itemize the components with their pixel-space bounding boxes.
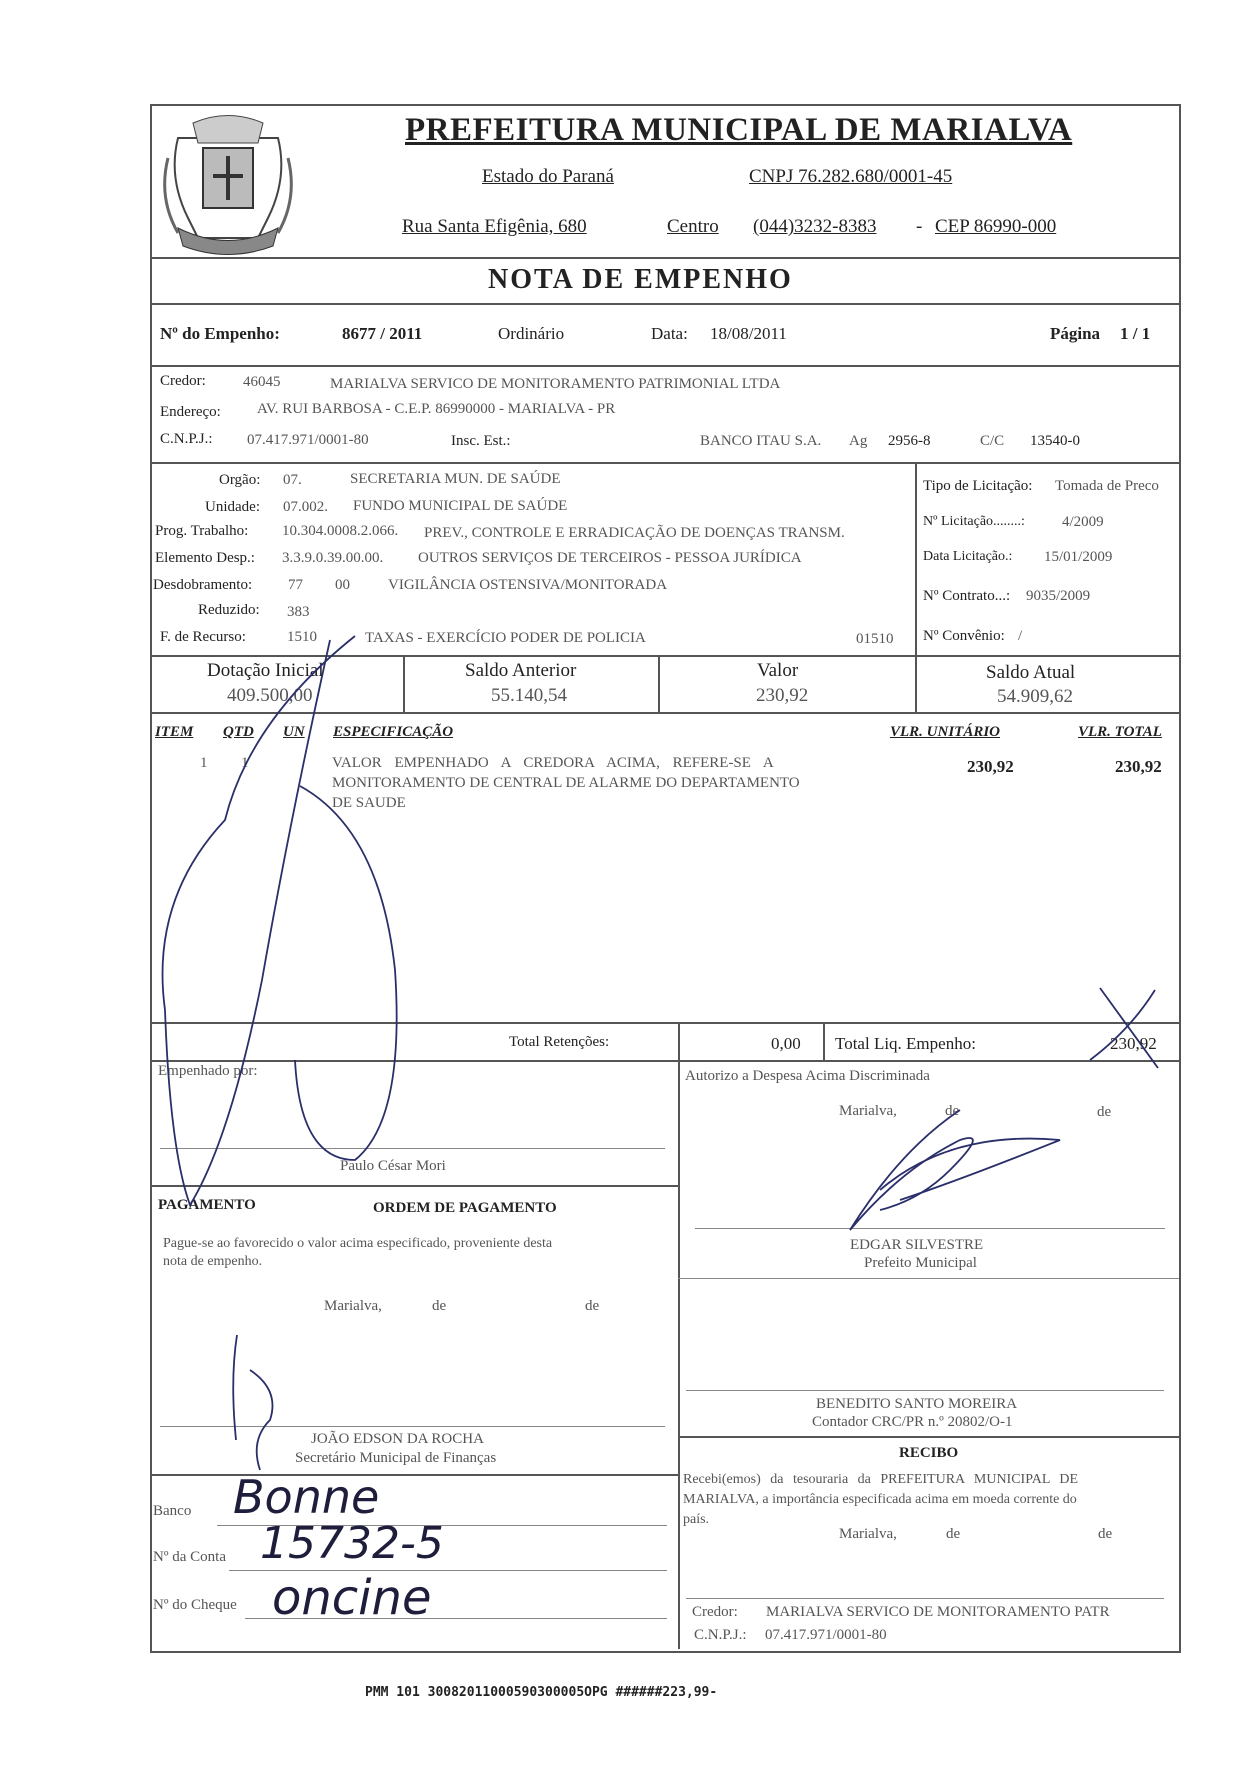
coat-of-arms-logo <box>158 108 298 258</box>
pagamento-text-2: nota de empenho. <box>163 1254 263 1269</box>
fonte: TAXAS - EXERCÍCIO PODER DE POLICIA <box>365 630 646 646</box>
account-label: C/C <box>980 433 1005 449</box>
item-spec-line1: VALOR EMPENHADO A CREDORA ACIMA, REFERE-SE A <box>332 755 774 771</box>
desdobramento-a: 77 <box>288 577 303 593</box>
reduzido-label: Reduzido: <box>198 602 260 618</box>
orgao-label: Orgão: <box>219 472 261 488</box>
recibo-credor: MARIALVA SERVICO DE MONITORAMENTO PATR <box>766 1604 1110 1620</box>
conta-handwritten: 15732-5 <box>260 1518 444 1569</box>
state-name: Estado do Paraná <box>482 166 614 187</box>
divider <box>150 712 1179 714</box>
footer-code: PMM 101 30082011000590300005OPG ######223,99- <box>365 1685 718 1700</box>
saldo-anterior-label: Saldo Anterior <box>465 660 577 681</box>
signature-line <box>160 1426 665 1427</box>
divider <box>150 365 1179 367</box>
empenho-type: Ordinário <box>498 324 565 343</box>
agency: 2956-8 <box>888 433 931 449</box>
prefeito-role: Prefeito Municipal <box>864 1255 977 1271</box>
empenho-number-label: Nº do Empenho: <box>160 324 280 343</box>
divider <box>150 655 1179 657</box>
cheque-label: Nº do Cheque <box>153 1597 237 1613</box>
pagamento-label: PAGAMENTO <box>158 1197 256 1213</box>
licitacao-number-label: Nº Licitação........: <box>923 514 1025 529</box>
convenio: / <box>1018 628 1023 644</box>
col-item: ITEM <box>155 724 194 740</box>
divider <box>150 1185 678 1187</box>
page-label: Página <box>1050 324 1101 343</box>
pagamento-city: Marialva, <box>324 1298 382 1314</box>
endereco: AV. RUI BARBOSA - C.E.P. 86990000 - MARIALVA - PR <box>257 401 616 417</box>
tipo-licitacao-label: Tipo de Licitação: <box>923 478 1033 494</box>
empenhado-por-name: Paulo César Mori <box>340 1158 446 1174</box>
phone: (044)3232-8383 <box>753 216 877 237</box>
contador-name: BENEDITO SANTO MOREIRA <box>816 1396 1018 1412</box>
contrato: 9035/2009 <box>1026 588 1091 604</box>
date-label: Data: <box>651 324 688 343</box>
divider <box>150 1022 1179 1024</box>
district: Centro <box>667 216 719 237</box>
unidade-code: 07.002. <box>283 499 328 515</box>
divider-vertical <box>678 1060 680 1649</box>
divider-vertical <box>678 1022 680 1060</box>
elemento: OUTROS SERVIÇOS DE TERCEIROS - PESSOA JURÍDICA <box>418 550 802 566</box>
endereco-label: Endereço: <box>160 404 221 420</box>
agency-label: Ag <box>849 433 868 449</box>
total-retencoes: 0,00 <box>771 1034 801 1053</box>
divider-vertical <box>915 655 917 712</box>
recibo-text-2: MARIALVA, a importância especificada acima em moeda corrente do <box>683 1492 1077 1507</box>
licitacao-date-label: Data Licitação.: <box>923 549 1013 564</box>
col-especificacao: ESPECIFICAÇÃO <box>333 724 454 740</box>
elemento-code: 3.3.9.0.39.00.00. <box>282 550 384 566</box>
address: Rua Santa Efigênia, 680 <box>402 216 587 237</box>
secretario-name: JOÃO EDSON DA ROCHA <box>311 1431 484 1447</box>
cnpj-header: CNPJ 76.282.680/0001-45 <box>749 166 953 187</box>
empenhado-por-label: Empenhado por: <box>158 1063 258 1079</box>
cnpj-label: C.N.P.J.: <box>160 431 213 447</box>
total-liq-empenho-label: Total Liq. Empenho: <box>835 1034 976 1053</box>
total-retencoes-label: Total Retenções: <box>509 1034 610 1050</box>
signature-line <box>160 1148 665 1149</box>
divider <box>678 1278 1179 1279</box>
licitacao-date: 15/01/2009 <box>1044 549 1113 565</box>
divider <box>150 462 1179 464</box>
unidade: FUNDO MUNICIPAL DE SAÚDE <box>353 498 568 514</box>
signature-line <box>686 1390 1164 1391</box>
autorizo-de1: de <box>945 1103 960 1119</box>
item-unit-value: 230,92 <box>967 757 1014 776</box>
licitacao-number: 4/2009 <box>1062 514 1104 530</box>
insc-label: Insc. Est.: <box>451 433 511 449</box>
col-vlr-total: VLR. TOTAL <box>1078 724 1162 740</box>
bank-name: BANCO ITAU S.A. <box>700 433 822 449</box>
desdobramento: VIGILÂNCIA OSTENSIVA/MONITORADA <box>388 577 668 593</box>
divider <box>150 1060 1179 1062</box>
recibo-de2: de <box>1098 1526 1113 1542</box>
cheque-line <box>245 1618 667 1619</box>
divider-vertical <box>915 462 917 655</box>
credor-code: 46045 <box>243 374 281 390</box>
col-qtd: QTD <box>223 724 254 740</box>
saldo-atual: 54.909,62 <box>997 686 1073 707</box>
recibo-title: RECIBO <box>899 1445 959 1461</box>
pagamento-text-1: Pague-se ao favorecido o valor acima especificado, proveniente desta <box>163 1236 553 1251</box>
recibo-text-3: país. <box>683 1512 710 1527</box>
banco-handwritten: Bonne <box>233 1470 380 1524</box>
recibo-credor-label: Credor: <box>692 1604 738 1620</box>
col-vlr-unitario: VLR. UNITÁRIO <box>890 724 1001 740</box>
unidade-label: Unidade: <box>205 499 260 515</box>
item-total-value: 230,92 <box>1115 757 1162 776</box>
prog-code: 10.304.0008.2.066. <box>282 523 399 539</box>
tipo-licitacao: Tomada de Preco <box>1055 478 1159 494</box>
divider-vertical <box>823 1022 825 1060</box>
item-qty: 1 <box>241 755 249 771</box>
item-spec-line3: DE SAUDE <box>332 795 406 811</box>
valor-label: Valor <box>757 660 799 681</box>
signature-line <box>686 1598 1164 1599</box>
col-un: UN <box>283 724 305 740</box>
contador-role: Contador CRC/PR n.º 20802/O-1 <box>812 1414 1013 1430</box>
autorizo-city: Marialva, <box>839 1103 897 1119</box>
fonte-label: F. de Recurso: <box>160 629 246 645</box>
document-title: NOTA DE EMPENHO <box>488 264 793 295</box>
fonte-code: 1510 <box>287 629 317 645</box>
convenio-label: Nº Convênio: <box>923 628 1005 644</box>
credor-cnpj: 07.417.971/0001-80 <box>247 432 369 448</box>
banco-label: Banco <box>153 1503 192 1519</box>
divider <box>150 257 1179 259</box>
item-spec-line2: MONITORAMENTO DE CENTRAL DE ALARME DO DEPARTAMENTO <box>332 775 800 791</box>
credor-label: Credor: <box>160 373 206 389</box>
date-value: 18/08/2011 <box>710 324 787 343</box>
conta-label: Nº da Conta <box>153 1549 226 1565</box>
autorizo-label: Autorizo a Despesa Acima Discriminada <box>685 1068 930 1084</box>
prog: PREV., CONTROLE E ERRADICAÇÃO DE DOENÇAS TRANSM. <box>424 525 845 541</box>
divider-vertical <box>403 655 405 712</box>
prefeito-name: EDGAR SILVESTRE <box>850 1237 984 1253</box>
recibo-city: Marialva, <box>839 1526 897 1542</box>
desdobramento-b: 00 <box>335 577 350 593</box>
fonte-code-2: 01510 <box>856 631 894 647</box>
cheque-handwritten: oncine <box>272 1570 432 1626</box>
ordem-pagamento-label: ORDEM DE PAGAMENTO <box>373 1200 557 1216</box>
saldo-atual-label: Saldo Atual <box>986 662 1076 683</box>
pagamento-de1: de <box>432 1298 447 1314</box>
pagamento-de2: de <box>585 1298 600 1314</box>
saldo-anterior: 55.140,54 <box>491 685 567 706</box>
recibo-cnpj-label: C.N.P.J.: <box>694 1627 747 1643</box>
account: 13540-0 <box>1030 433 1080 449</box>
divider <box>678 1436 1179 1438</box>
orgao: SECRETARIA MUN. DE SAÚDE <box>350 471 561 487</box>
elemento-label: Elemento Desp.: <box>155 550 255 566</box>
prog-label: Prog. Trabalho: <box>155 523 249 539</box>
dotacao-inicial: 409.500,00 <box>227 685 313 706</box>
recibo-de1: de <box>946 1526 961 1542</box>
recibo-cnpj: 07.417.971/0001-80 <box>765 1627 887 1643</box>
desdobramento-label: Desdobramento: <box>153 577 253 593</box>
page-value: 1 / 1 <box>1120 324 1151 343</box>
item-number: 1 <box>200 755 208 771</box>
secretario-role: Secretário Municipal de Finanças <box>295 1450 497 1466</box>
orgao-code: 07. <box>283 472 302 488</box>
recibo-text-1: Recebi(emos) da tesouraria da PREFEITURA MUNICIPAL DE <box>683 1472 1079 1487</box>
divider <box>150 1474 678 1476</box>
total-liq-empenho: 230,92 <box>1110 1034 1157 1053</box>
cep: CEP 86990-000 <box>935 216 1057 237</box>
empenho-number: 8677 / 2011 <box>342 324 423 343</box>
prefecture-title: PREFEITURA MUNICIPAL DE MARIALVA <box>405 112 1073 148</box>
autorizo-de2: de <box>1097 1104 1112 1120</box>
reduzido: 383 <box>287 604 310 620</box>
divider <box>150 303 1179 305</box>
dotacao-inicial-label: Dotação Inicial <box>207 660 324 681</box>
credor-name: MARIALVA SERVICO DE MONITORAMENTO PATRIMONIAL LTDA <box>330 376 781 392</box>
divider-vertical <box>658 655 660 712</box>
header-dash: - <box>916 216 923 237</box>
signature-line <box>695 1228 1165 1229</box>
contrato-label: Nº Contrato...: <box>923 588 1011 604</box>
valor: 230,92 <box>756 685 809 706</box>
